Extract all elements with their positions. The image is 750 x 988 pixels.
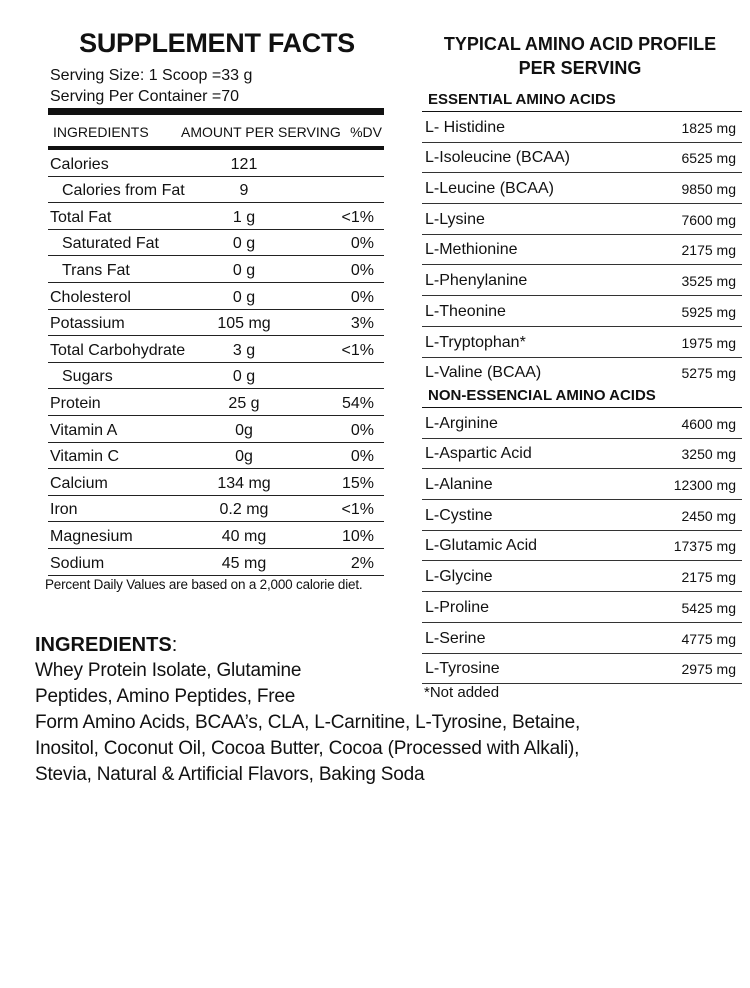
table-row [48, 416, 384, 443]
list-item [422, 327, 742, 358]
amino-amount: 5425 mg [681, 599, 736, 616]
nutrient-amount: 0 g [232, 288, 256, 306]
nutrient-amount: 0 g [232, 368, 256, 386]
supplement-facts-title: SUPPLEMENT FACTS [79, 28, 355, 58]
essential-heading: ESSENTIAL AMINO ACIDS [428, 91, 616, 108]
nutrient-name: Calcium [50, 474, 108, 492]
amino-amount: 3525 mg [681, 273, 736, 290]
list-item [422, 561, 742, 592]
nutrient-dv: 10% [341, 527, 374, 545]
amino-name: L-Leucine (BCAA) [425, 180, 554, 198]
nutrient-name: Sugars [62, 368, 113, 386]
list-item [422, 439, 742, 470]
list-item [422, 143, 742, 174]
header-dv: %DV [350, 124, 382, 140]
amino-amount: 1825 mg [681, 119, 736, 136]
table-row [48, 150, 384, 177]
amino-profile-title [420, 32, 740, 80]
list-item [422, 531, 742, 562]
amino-amount: 9850 mg [681, 181, 736, 198]
amino-amount: 2975 mg [681, 661, 736, 678]
nutrient-amount: 0g [235, 421, 253, 439]
amino-amount: 6525 mg [681, 150, 736, 167]
nutrient-name: Sodium [50, 554, 105, 572]
nutrient-name: Protein [50, 394, 101, 412]
table-row [48, 522, 384, 549]
table-row [48, 549, 384, 576]
nutrient-amount: 45 mg [221, 554, 267, 572]
amino-name: L- Histidine [425, 118, 506, 136]
nutrient-name: Total Carbohydrate [50, 341, 186, 359]
list-item [422, 204, 742, 235]
nutrient-amount: 25 g [228, 394, 260, 412]
amino-name: L-Glutamic Acid [425, 537, 538, 555]
nutrient-name: Vitamin A [50, 421, 118, 439]
nutrient-dv: 3% [350, 315, 374, 333]
facts-table [48, 150, 384, 576]
list-item [422, 358, 742, 388]
list-item [422, 469, 742, 500]
amino-name: L-Lysine [425, 210, 485, 228]
amino-name: L-Cystine [425, 506, 493, 524]
amino-amount: 1975 mg [681, 334, 736, 351]
table-row [48, 469, 384, 496]
amino-name: L-Tryptophan* [425, 333, 526, 351]
ingredients-line: Peptides, Amino Peptides, Free [35, 686, 296, 707]
nutrient-amount: 0g [235, 448, 253, 466]
not-added-note: *Not added [424, 684, 500, 701]
nutrient-dv: 2% [350, 554, 374, 572]
amino-name: L-Phenylanine [425, 272, 528, 290]
serving-size: Serving Size: 1 Scoop =33 g [50, 67, 253, 84]
amino-amount: 4600 mg [681, 415, 736, 432]
table-row [48, 363, 384, 390]
table-row [48, 256, 384, 283]
nutrient-amount: 1 g [232, 208, 256, 226]
table-row [48, 283, 384, 310]
nutrient-name: Saturated Fat [62, 235, 159, 253]
amino-amount: 17375 mg [673, 538, 736, 555]
header-amount: AMOUNT PER SERVING [181, 124, 341, 140]
table-row [48, 496, 384, 523]
nutrient-name: Vitamin C [50, 448, 120, 466]
nutrient-dv: 54% [341, 394, 374, 412]
nutrient-amount: 0.2 mg [219, 501, 269, 519]
nutrient-name: Potassium [50, 315, 125, 333]
nutrient-amount: 3 g [232, 341, 256, 359]
amino-name: L-Isoleucine (BCAA) [425, 149, 570, 167]
nutrient-name: Calories from Fat [62, 182, 185, 200]
list-item [422, 592, 742, 623]
list-item [422, 112, 742, 143]
ingredients-line: Form Amino Acids, BCAA’s, CLA, L-Carnitine, L-Tyrosine, Betaine, [35, 712, 581, 733]
table-row [48, 310, 384, 337]
nutrient-dv: 0% [350, 421, 374, 439]
list-item [422, 173, 742, 204]
list-item [422, 296, 742, 327]
amino-amount: 5275 mg [681, 365, 736, 382]
amino-title-line1: TYPICAL AMINO ACID PROFILE [443, 34, 717, 54]
nutrient-amount: 0 g [232, 261, 256, 279]
nutrient-amount: 0 g [232, 235, 256, 253]
amino-amount: 2175 mg [681, 242, 736, 259]
list-item [422, 623, 742, 654]
ingredients-title: INGREDIENTS [35, 634, 172, 656]
amino-name: L-Proline [425, 598, 490, 616]
amino-amount: 4775 mg [681, 630, 736, 647]
amino-amount: 7600 mg [681, 211, 736, 228]
table-row [48, 203, 384, 230]
nonessential-list [422, 408, 742, 684]
list-item [422, 500, 742, 531]
essential-list [422, 112, 742, 387]
nutrient-name: Trans Fat [62, 261, 130, 279]
amino-name: L-Valine (BCAA) [425, 364, 542, 382]
nutrient-amount: 9 [239, 182, 249, 200]
table-row [48, 336, 384, 363]
amino-amount: 5925 mg [681, 303, 736, 320]
amino-name: L-Theonine [425, 302, 506, 320]
nutrient-amount: 121 [230, 155, 258, 173]
nutrient-amount: 105 mg [217, 315, 271, 333]
nonessential-heading: NON-ESSENCIAL AMINO ACIDS [428, 387, 656, 404]
nutrient-name: Total Fat [50, 208, 112, 226]
nutrient-name: Calories [50, 155, 109, 173]
ingredients-line: Stevia, Natural & Artificial Flavors, Baking Soda [35, 764, 425, 785]
nutrient-dv: 0% [350, 261, 374, 279]
amino-title-line2: PER SERVING [518, 58, 642, 78]
nutrient-dv: 0% [350, 235, 374, 253]
nutrient-name: Magnesium [50, 527, 133, 545]
amino-amount: 12300 mg [673, 477, 736, 494]
facts-table-header [50, 120, 384, 144]
amino-name: L-Glycine [425, 568, 493, 586]
amino-amount: 3250 mg [681, 446, 736, 463]
thick-divider [48, 108, 384, 115]
amino-name: L-Tyrosine [425, 660, 500, 678]
amino-name: L-Aspartic Acid [425, 445, 532, 463]
nutrient-dv: <1% [341, 501, 374, 519]
nutrient-dv: 15% [341, 474, 374, 492]
nutrient-name: Iron [50, 501, 78, 519]
daily-value-footnote: Percent Daily Values are based on a 2,000 calorie diet. [45, 577, 363, 592]
table-row [48, 443, 384, 470]
header-ingredients: INGREDIENTS [53, 124, 149, 140]
list-item [422, 654, 742, 685]
list-item [422, 408, 742, 439]
amino-name: L-Serine [425, 629, 486, 647]
table-row [48, 177, 384, 204]
nutrient-dv: <1% [341, 341, 374, 359]
servings-per-container: Serving Per Container =70 [50, 88, 239, 105]
table-row [48, 230, 384, 257]
ingredients-colon: : [171, 634, 178, 656]
ingredients-line: Whey Protein Isolate, Glutamine [35, 660, 302, 681]
nutrient-name: Cholesterol [50, 288, 131, 306]
nutrient-amount: 40 mg [221, 527, 267, 545]
ingredients-heading [35, 632, 177, 658]
nutrient-amount: 134 mg [217, 474, 271, 492]
list-item [422, 235, 742, 266]
ingredients-line: Inositol, Coconut Oil, Cocoa Butter, Cocoa (Processed with Alkali), [35, 738, 580, 759]
amino-name: L-Alanine [425, 476, 493, 494]
table-row [48, 389, 384, 416]
list-item [422, 265, 742, 296]
nutrient-dv: 0% [350, 448, 374, 466]
amino-amount: 2175 mg [681, 569, 736, 586]
amino-name: L-Methionine [425, 241, 518, 259]
nutrient-dv: <1% [341, 208, 374, 226]
nutrient-dv: 0% [350, 288, 374, 306]
amino-name: L-Arginine [425, 414, 498, 432]
amino-amount: 2450 mg [681, 507, 736, 524]
